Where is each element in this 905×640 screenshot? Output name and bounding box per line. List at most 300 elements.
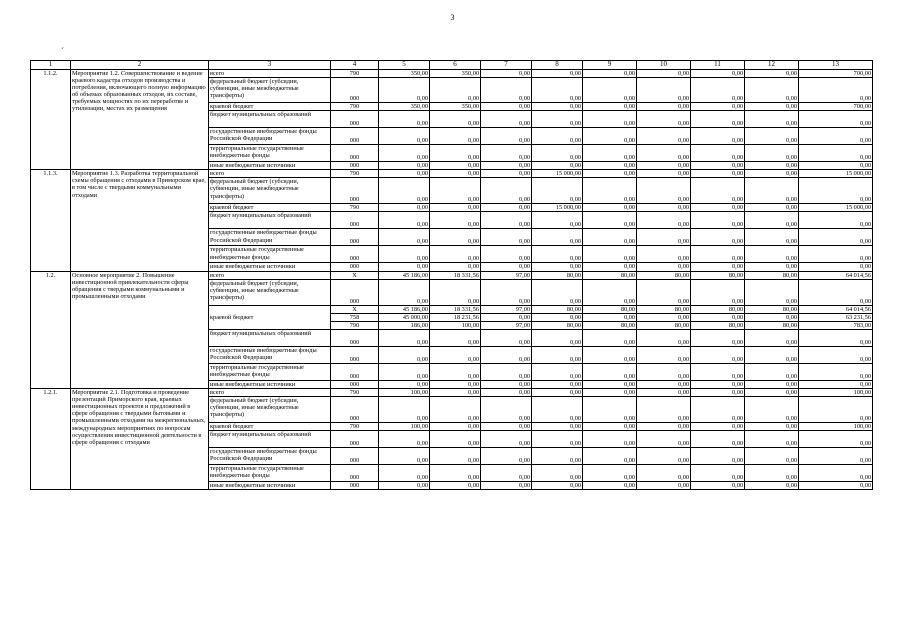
year-value: 0,00	[481, 246, 532, 263]
measure-number: 1.2.	[31, 271, 71, 388]
funding-source: территориальные государственные внебюджетные фонды	[209, 465, 331, 482]
year-value: 0,00	[637, 111, 691, 128]
year-value: 0,00	[532, 111, 583, 128]
year-value: 0,00	[691, 329, 745, 346]
year-value: 0,00	[379, 263, 430, 271]
total-value: 700,00	[799, 70, 873, 78]
budget-code: 000	[331, 482, 379, 490]
year-value: 0,00	[637, 431, 691, 448]
column-header: 2	[71, 61, 209, 70]
year-value: 0,00	[583, 128, 637, 145]
year-value: 0,00	[379, 212, 430, 229]
year-value: 0,00	[481, 346, 532, 363]
year-value: 80,00	[637, 321, 691, 329]
year-value: 0,00	[481, 313, 532, 321]
year-value: 0,00	[745, 103, 799, 111]
year-value: 0,00	[745, 128, 799, 145]
total-value: 64 014,56	[799, 271, 873, 279]
column-header: 5	[379, 61, 430, 70]
year-value: 45 186,00	[379, 305, 430, 313]
year-value: 186,00	[379, 321, 430, 329]
funding-source: территориальные государственные внебюджетные фонды	[209, 246, 331, 263]
year-value: 80,00	[583, 321, 637, 329]
year-value: 80,00	[745, 321, 799, 329]
year-value: 100,00	[379, 389, 430, 397]
year-value: 0,00	[691, 78, 745, 103]
year-value: 0,00	[430, 279, 481, 305]
year-value: 0,00	[379, 329, 430, 346]
year-value: 80,00	[691, 271, 745, 279]
year-value: 80,00	[745, 271, 799, 279]
year-value: 0,00	[532, 431, 583, 448]
year-value: 0,00	[691, 162, 745, 170]
year-value: 0,00	[583, 162, 637, 170]
year-value: 97,00	[481, 321, 532, 329]
measure-number: 1.1.2.	[31, 70, 71, 170]
year-value: 0,00	[481, 482, 532, 490]
year-value: 0,00	[430, 389, 481, 397]
year-value: 0,00	[637, 246, 691, 263]
funding-source: государственные внебюджетные фонды Российской Федерации	[209, 128, 331, 145]
year-value: 350,00	[379, 70, 430, 78]
year-value: 0,00	[637, 103, 691, 111]
budget-code: 000	[331, 111, 379, 128]
year-value: 0,00	[532, 329, 583, 346]
column-header: 13	[799, 61, 873, 70]
year-value: 0,00	[583, 279, 637, 305]
year-value: 0,00	[379, 128, 430, 145]
year-value: 0,00	[481, 465, 532, 482]
budget-code: 000	[331, 397, 379, 423]
year-value: 0,00	[691, 229, 745, 246]
year-value: 15 000,00	[532, 204, 583, 212]
year-value: 0,00	[583, 397, 637, 423]
year-value: 0,00	[532, 279, 583, 305]
budget-code: 000	[331, 78, 379, 103]
year-value: 0,00	[637, 229, 691, 246]
column-header: 9	[583, 61, 637, 70]
total-value: 0,00	[799, 279, 873, 305]
year-value: 80,00	[532, 321, 583, 329]
budget-code: 000	[331, 465, 379, 482]
year-value: 0,00	[379, 346, 430, 363]
column-header-row	[31, 61, 873, 70]
funding-source: иные внебюджетные источники	[209, 263, 331, 271]
year-value: 0,00	[745, 170, 799, 178]
year-value: 0,00	[745, 346, 799, 363]
table-row	[31, 70, 873, 78]
year-value: 0,00	[430, 397, 481, 423]
year-value: 0,00	[745, 482, 799, 490]
year-value: 0,00	[430, 204, 481, 212]
total-value: 0,00	[799, 448, 873, 465]
year-value: 0,00	[637, 178, 691, 204]
total-value: 15 000,00	[799, 204, 873, 212]
column-header: 6	[430, 61, 481, 70]
budget-code: 000	[331, 279, 379, 305]
year-value: 100,00	[430, 321, 481, 329]
year-value: 0,00	[379, 204, 430, 212]
funding-source: федеральный бюджет (субсидии, субвенции, иные межбюджетные трансферты)	[209, 78, 331, 103]
measure-name: Мероприятие 1.3. Разработка территориальной схемы обращения с отходами в Приморском крае, в том числе с твердыми коммунальными отходами	[71, 170, 209, 271]
year-value: 0,00	[532, 263, 583, 271]
year-value: 0,00	[745, 423, 799, 431]
year-value: 0,00	[583, 329, 637, 346]
column-header: 3	[209, 61, 331, 70]
measure-name: Мероприятие 2.1. Подготовка и проведение презентаций Приморского края, краевых инвестиционных проектов и предложений в сфере обращения с твердыми бытовыми и промышленными отходами на межрегиональных, международных мероприятиях по вопросам осуществления инвестиционной деятельности в сфере обращения с отходами	[71, 389, 209, 490]
year-value: 45 186,00	[379, 271, 430, 279]
budget-code: 000	[331, 380, 379, 388]
year-value: 0,00	[532, 465, 583, 482]
page-number: 3	[450, 13, 455, 22]
column-header: 8	[532, 61, 583, 70]
year-value: 0,00	[637, 128, 691, 145]
budget-code: Х	[331, 305, 379, 313]
year-value: 0,00	[637, 329, 691, 346]
year-value: 97,00	[481, 305, 532, 313]
year-value: 350,00	[430, 103, 481, 111]
year-value: 0,00	[532, 397, 583, 423]
funding-source: государственные внебюджетные фонды Российской Федерации	[209, 229, 331, 246]
year-value: 0,00	[430, 431, 481, 448]
year-value: 0,00	[583, 346, 637, 363]
measure-name: Основное мероприятие 2. Повышение инвестиционной привлекательности сферы обращения с твердыми коммунальными и промышленными отходами	[71, 271, 209, 388]
year-value: 0,00	[481, 329, 532, 346]
funding-source: краевой бюджет	[209, 204, 331, 212]
year-value: 0,00	[691, 212, 745, 229]
budget-code: 000	[331, 363, 379, 380]
year-value: 0,00	[583, 246, 637, 263]
year-value: 0,00	[691, 431, 745, 448]
total-value: 64 014,56	[799, 305, 873, 313]
year-value: 0,00	[637, 482, 691, 490]
year-value: 0,00	[532, 128, 583, 145]
year-value: 0,00	[637, 380, 691, 388]
funding-source: бюджет муниципальных образований	[209, 329, 331, 346]
total-value: 0,00	[799, 128, 873, 145]
column-header: 7	[481, 61, 532, 70]
year-value: 0,00	[532, 78, 583, 103]
column-header: 4	[331, 61, 379, 70]
year-value: 0,00	[745, 178, 799, 204]
funding-source: краевой бюджет	[209, 423, 331, 431]
year-value: 0,00	[745, 389, 799, 397]
budget-code: 758	[331, 313, 379, 321]
year-value: 0,00	[481, 170, 532, 178]
budget-table	[30, 60, 873, 490]
year-value: 0,00	[637, 263, 691, 271]
year-value: 0,00	[691, 128, 745, 145]
year-value: 0,00	[379, 431, 430, 448]
year-value: 0,00	[430, 162, 481, 170]
year-value: 0,00	[481, 204, 532, 212]
column-header: 1	[31, 61, 71, 70]
year-value: 0,00	[583, 170, 637, 178]
year-value: 0,00	[583, 380, 637, 388]
year-value: 0,00	[691, 279, 745, 305]
year-value: 100,00	[379, 423, 430, 431]
year-value: 0,00	[691, 246, 745, 263]
year-value: 0,00	[430, 170, 481, 178]
year-value: 0,00	[532, 212, 583, 229]
column-header: 11	[691, 61, 745, 70]
budget-code: 790	[331, 103, 379, 111]
year-value: 0,00	[532, 313, 583, 321]
year-value: 0,00	[481, 448, 532, 465]
year-value: 0,00	[637, 170, 691, 178]
year-value: 0,00	[430, 263, 481, 271]
budget-code: 000	[331, 178, 379, 204]
funding-source: государственные внебюджетные фонды Российской Федерации	[209, 346, 331, 363]
budget-code: 000	[331, 263, 379, 271]
year-value: 0,00	[691, 448, 745, 465]
year-value: 0,00	[745, 380, 799, 388]
funding-source: краевой бюджет	[209, 305, 331, 329]
total-value: 0,00	[799, 346, 873, 363]
year-value: 0,00	[379, 111, 430, 128]
total-value: 0,00	[799, 162, 873, 170]
year-value: 0,00	[430, 482, 481, 490]
total-value: 0,00	[799, 431, 873, 448]
year-value: 0,00	[637, 279, 691, 305]
year-value: 0,00	[430, 448, 481, 465]
budget-code: 790	[331, 423, 379, 431]
year-value: 0,00	[532, 423, 583, 431]
year-value: 0,00	[691, 70, 745, 78]
total-value: 0,00	[799, 397, 873, 423]
year-value: 0,00	[583, 482, 637, 490]
budget-code: 000	[331, 431, 379, 448]
year-value: 0,00	[637, 389, 691, 397]
year-value: 0,00	[637, 465, 691, 482]
budget-code: 000	[331, 346, 379, 363]
year-value: 80,00	[532, 271, 583, 279]
year-value: 0,00	[481, 128, 532, 145]
year-value: 0,00	[583, 263, 637, 271]
year-value: 0,00	[532, 380, 583, 388]
year-value: 0,00	[430, 128, 481, 145]
budget-code: 790	[331, 170, 379, 178]
total-value: 783,00	[799, 321, 873, 329]
year-value: 0,00	[379, 162, 430, 170]
year-value: 0,00	[379, 246, 430, 263]
funding-source: краевой бюджет	[209, 103, 331, 111]
total-value: 0,00	[799, 482, 873, 490]
year-value: 0,00	[691, 465, 745, 482]
total-value: 0,00	[799, 380, 873, 388]
total-value: 700,00	[799, 103, 873, 111]
year-value: 0,00	[379, 448, 430, 465]
table-row	[31, 170, 873, 178]
year-value: 0,00	[583, 363, 637, 380]
budget-code: Х	[331, 271, 379, 279]
total-value: 100,00	[799, 389, 873, 397]
year-value: 0,00	[745, 465, 799, 482]
year-value: 0,00	[637, 313, 691, 321]
year-value: 0,00	[637, 162, 691, 170]
year-value: 0,00	[637, 212, 691, 229]
year-value: 0,00	[430, 346, 481, 363]
year-value: 0,00	[583, 423, 637, 431]
funding-source: иные внебюджетные источники	[209, 482, 331, 490]
budget-code: 000	[331, 229, 379, 246]
measure-number: 1.2.1.	[31, 389, 71, 490]
year-value: 0,00	[637, 70, 691, 78]
year-value: 0,00	[691, 397, 745, 423]
budget-code: 790	[331, 70, 379, 78]
year-value: 0,00	[745, 204, 799, 212]
year-value: 0,00	[691, 263, 745, 271]
total-value: 0,00	[799, 329, 873, 346]
year-value: 0,00	[481, 380, 532, 388]
budget-code: 000	[331, 329, 379, 346]
year-value: 0,00	[745, 162, 799, 170]
year-value: 97,00	[481, 271, 532, 279]
year-value: 0,00	[532, 363, 583, 380]
year-value: 0,00	[637, 346, 691, 363]
funding-source: территориальные государственные внебюджетные фонды	[209, 363, 331, 380]
year-value: 0,00	[745, 313, 799, 321]
year-value: 80,00	[637, 305, 691, 313]
year-value: 0,00	[481, 397, 532, 423]
year-value: 0,00	[745, 329, 799, 346]
year-value: 0,00	[481, 145, 532, 162]
year-value: 0,00	[532, 482, 583, 490]
year-value: 0,00	[583, 103, 637, 111]
total-value: 0,00	[799, 178, 873, 204]
year-value: 350,00	[379, 103, 430, 111]
measure-name: Мероприятие 1.2. Совершенствование и ведение краевого кадастра отходов производства и потребления, включающего полную информацию об объемах образованных отходов, их составе, требуемых мощностях по их переработке и утилизации, местах их размещения	[71, 70, 209, 170]
year-value: 0,00	[481, 212, 532, 229]
year-value: 0,00	[430, 246, 481, 263]
year-value: 0,00	[691, 178, 745, 204]
year-value: 0,00	[481, 431, 532, 448]
year-value: 0,00	[691, 346, 745, 363]
total-value: 15 000,00	[799, 170, 873, 178]
year-value: 45 000,00	[379, 313, 430, 321]
funding-source: иные внебюджетные источники	[209, 380, 331, 388]
funding-source: федеральный бюджет (субсидии, субвенции, иные межбюджетные трансферты)	[209, 397, 331, 423]
year-value: 0,00	[745, 431, 799, 448]
year-value: 0,00	[481, 279, 532, 305]
year-value: 80,00	[532, 305, 583, 313]
year-value: 80,00	[691, 305, 745, 313]
year-value: 18 231,56	[430, 313, 481, 321]
funding-source: всего	[209, 70, 331, 78]
year-value: 0,00	[481, 162, 532, 170]
year-value: 0,00	[379, 170, 430, 178]
funding-source: бюджет муниципальных образований	[209, 111, 331, 128]
year-value: 0,00	[691, 482, 745, 490]
total-value: 100,00	[799, 423, 873, 431]
year-value: 0,00	[481, 229, 532, 246]
year-value: 0,00	[745, 263, 799, 271]
year-value: 0,00	[583, 448, 637, 465]
year-value: 80,00	[745, 305, 799, 313]
year-value: 0,00	[691, 204, 745, 212]
year-value: 0,00	[532, 229, 583, 246]
year-value: 0,00	[430, 145, 481, 162]
column-header: 10	[637, 61, 691, 70]
year-value: 0,00	[379, 465, 430, 482]
funding-source: всего	[209, 170, 331, 178]
year-value: 0,00	[430, 329, 481, 346]
year-value: 0,00	[481, 423, 532, 431]
total-value: 0,00	[799, 111, 873, 128]
funding-source: иные внебюджетные источники	[209, 162, 331, 170]
year-value: 0,00	[745, 397, 799, 423]
year-value: 0,00	[532, 346, 583, 363]
year-value: 0,00	[379, 145, 430, 162]
year-value: 0,00	[430, 229, 481, 246]
budget-code: 000	[331, 128, 379, 145]
year-value: 0,00	[583, 178, 637, 204]
year-value: 0,00	[481, 178, 532, 204]
year-value: 18 331,56	[430, 305, 481, 313]
year-value: 0,00	[430, 465, 481, 482]
year-value: 0,00	[745, 246, 799, 263]
funding-source: территориальные государственные внебюджетные фонды	[209, 145, 331, 162]
measure-number: 1.1.3.	[31, 170, 71, 271]
budget-code: 000	[331, 145, 379, 162]
year-value: 0,00	[583, 111, 637, 128]
total-value: 0,00	[799, 229, 873, 246]
budget-code: 790	[331, 321, 379, 329]
year-value: 0,00	[745, 279, 799, 305]
year-value: 0,00	[532, 145, 583, 162]
year-value: 0,00	[745, 78, 799, 103]
budget-code: 790	[331, 389, 379, 397]
year-value: 15 000,00	[532, 170, 583, 178]
year-value: 0,00	[430, 178, 481, 204]
year-value: 80,00	[691, 321, 745, 329]
year-value: 0,00	[637, 204, 691, 212]
year-value: 0,00	[379, 380, 430, 388]
column-header: 12	[745, 61, 799, 70]
year-value: 0,00	[637, 78, 691, 103]
budget-code: 000	[331, 162, 379, 170]
year-value: 0,00	[583, 78, 637, 103]
total-value: 0,00	[799, 78, 873, 103]
total-value: 0,00	[799, 145, 873, 162]
year-value: 0,00	[481, 389, 532, 397]
year-value: 0,00	[583, 389, 637, 397]
year-value: 0,00	[481, 111, 532, 128]
year-value: 0,00	[745, 111, 799, 128]
year-value: 0,00	[583, 70, 637, 78]
year-value: 18 331,56	[430, 271, 481, 279]
year-value: 0,00	[379, 397, 430, 423]
year-value: 0,00	[691, 389, 745, 397]
year-value: 0,00	[481, 263, 532, 271]
total-value: 0,00	[799, 263, 873, 271]
year-value: 0,00	[691, 145, 745, 162]
year-value: 0,00	[532, 103, 583, 111]
funding-source: государственные внебюджетные фонды Российской Федерации	[209, 448, 331, 465]
funding-source: федеральный бюджет (субсидии, субвенции, иные межбюджетные трансферты)	[209, 279, 331, 305]
table-row	[31, 389, 873, 397]
year-value: 0,00	[430, 111, 481, 128]
total-value: 0,00	[799, 363, 873, 380]
total-value: 0,00	[799, 465, 873, 482]
year-value: 0,00	[379, 78, 430, 103]
year-value: 0,00	[637, 145, 691, 162]
year-value: 0,00	[745, 363, 799, 380]
year-value: 0,00	[583, 204, 637, 212]
year-value: 80,00	[583, 305, 637, 313]
year-value: 0,00	[430, 78, 481, 103]
year-value: 0,00	[583, 229, 637, 246]
